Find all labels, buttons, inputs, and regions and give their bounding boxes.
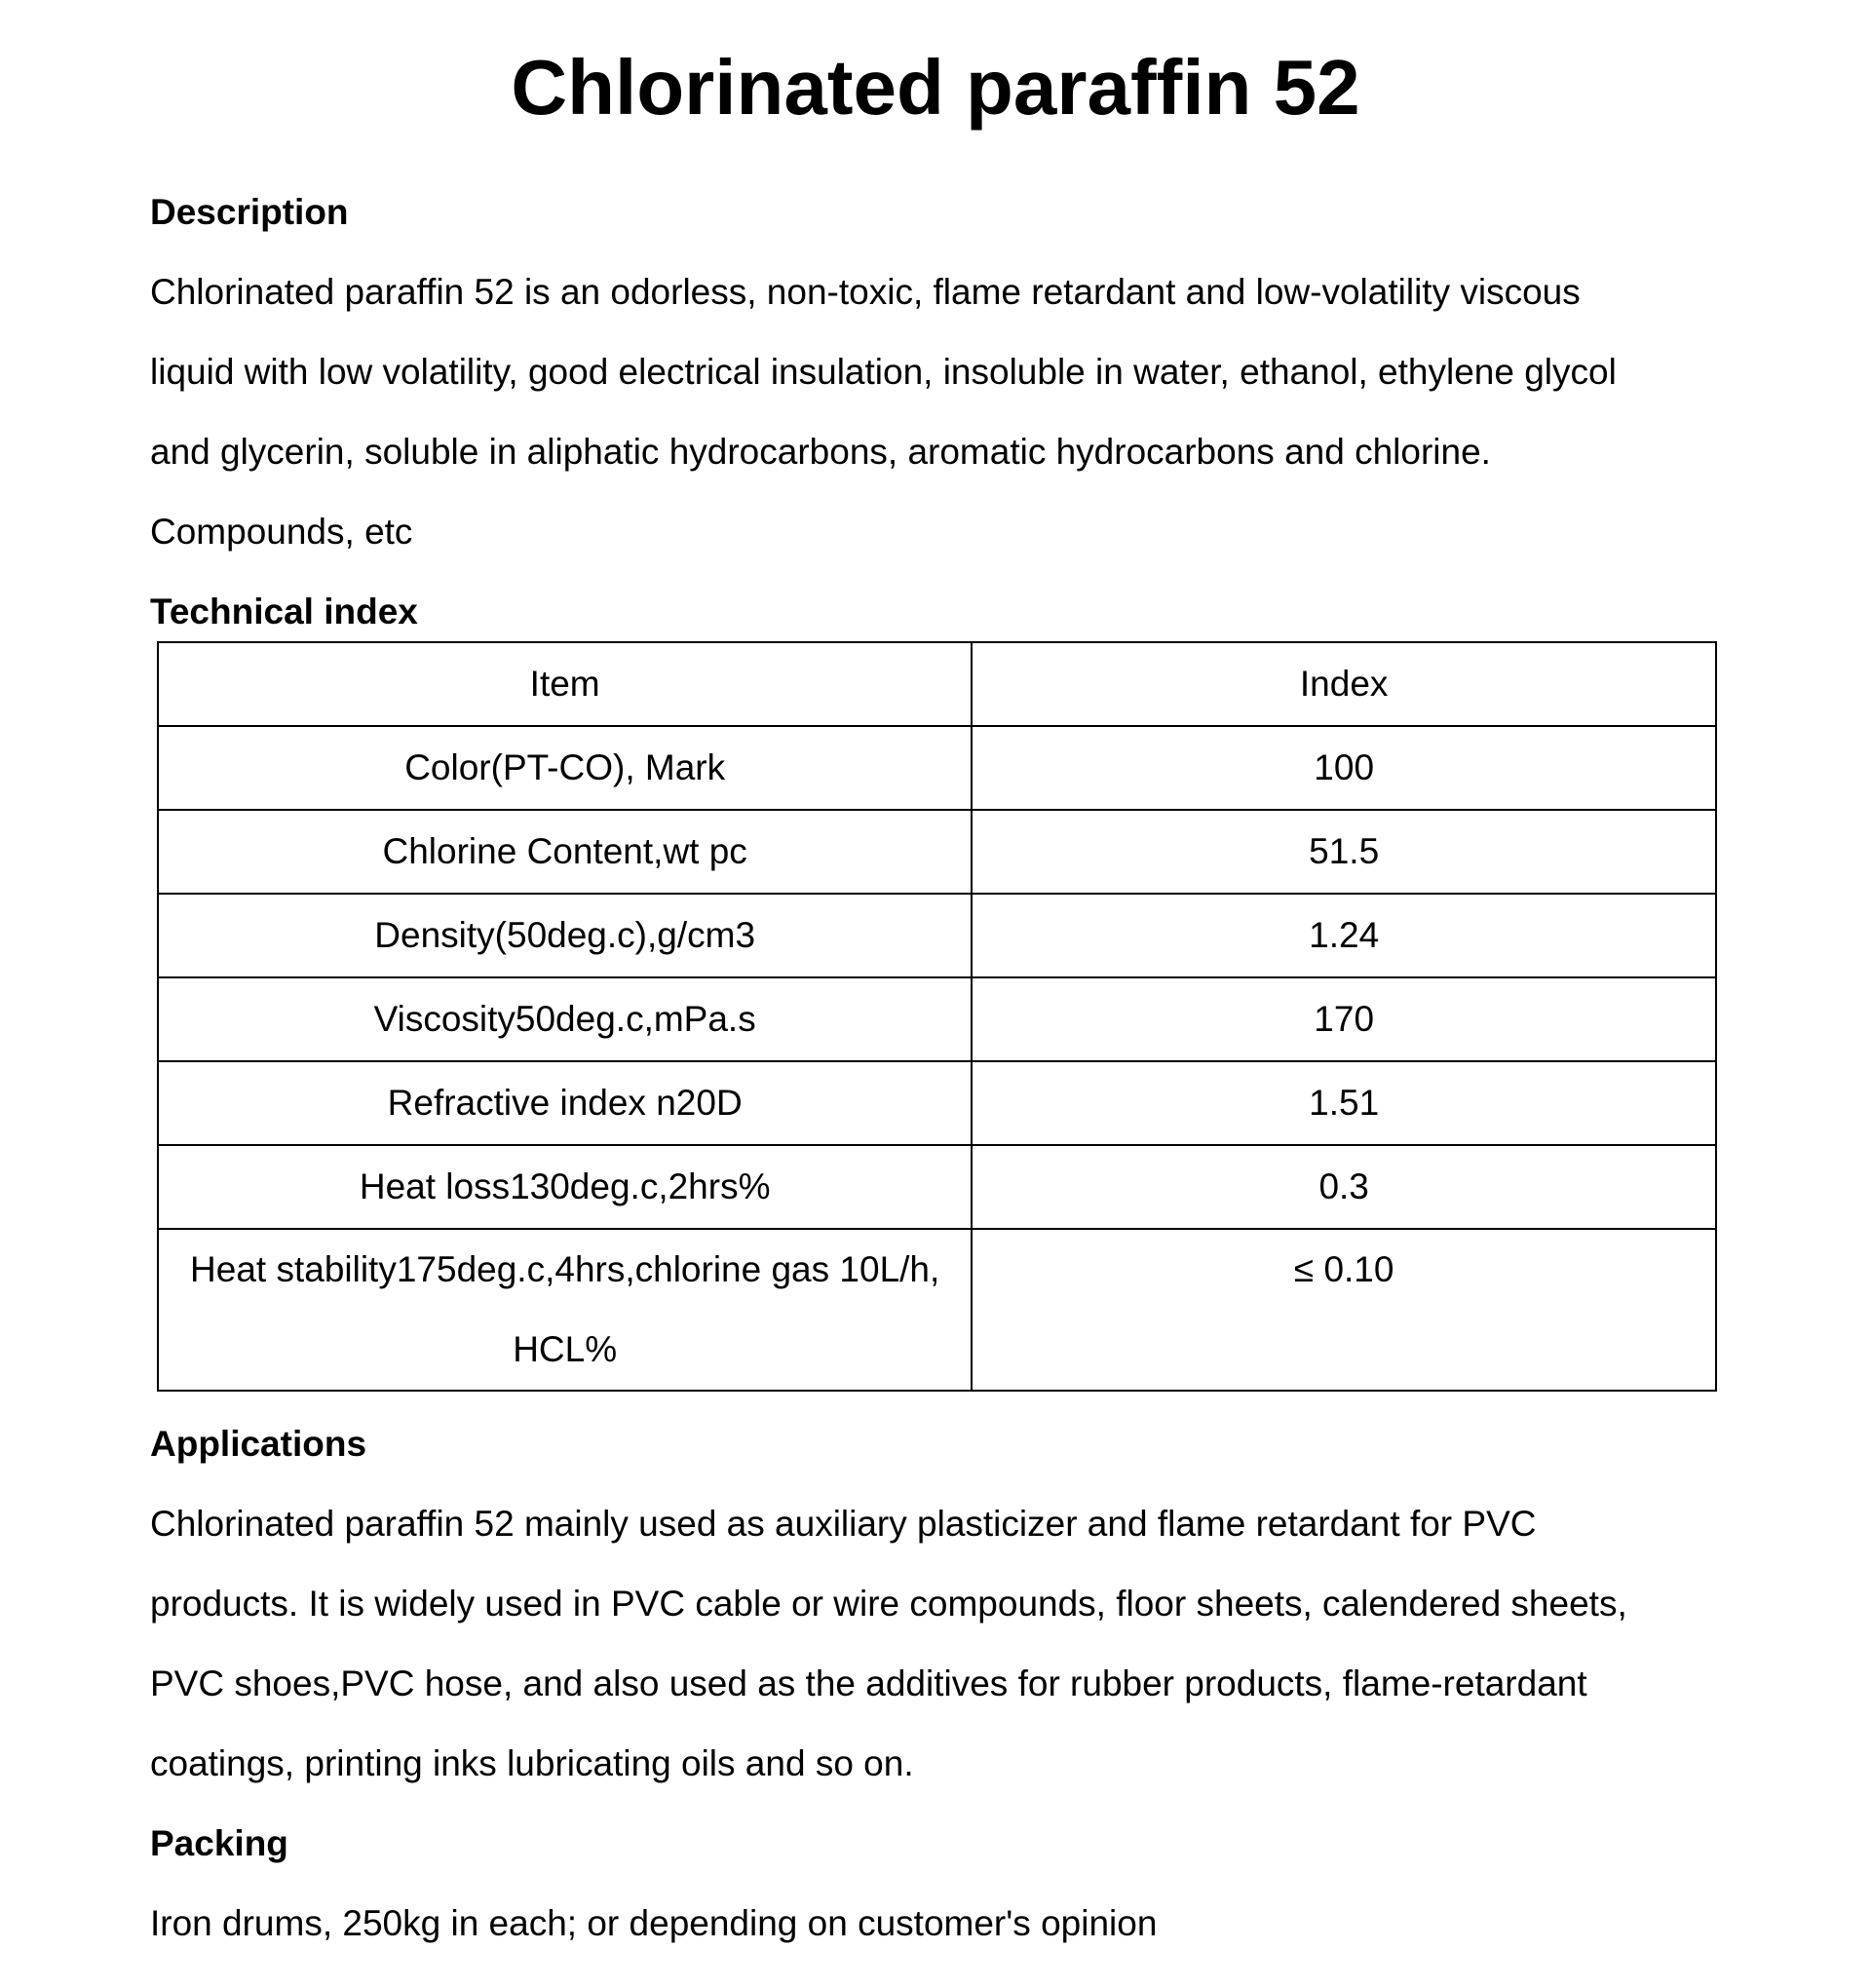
- index-cell-value: ≤ 0.10: [1293, 1249, 1394, 1289]
- applications-heading: Applications: [150, 1424, 367, 1464]
- item-cell: Color(PT-CO), Mark: [158, 726, 972, 810]
- applications-line: coatings, printing inks lubricating oils and so on.: [150, 1743, 914, 1783]
- description-line: Chlorinated paraffin 52 is an odorless, non-toxic, flame retardant and low-volatility viscous: [150, 272, 1581, 312]
- item-cell-line: Heat stability175deg.c,4hrs,chlorine gas 10L/h,: [190, 1249, 940, 1289]
- table-row: [158, 726, 1716, 810]
- description-line: liquid with low volatility, good electrical insulation, insoluble in water, ethanol, ethylene glycol: [150, 352, 1617, 392]
- applications-line: Chlorinated paraffin 52 mainly used as auxiliary plasticizer and flame retardant for PVC: [150, 1504, 1537, 1544]
- item-cell: Chlorine Content,wt pc: [158, 810, 972, 894]
- item-cell-line: HCL%: [513, 1329, 618, 1369]
- table-row: [158, 1061, 1716, 1145]
- table-row: [158, 810, 1716, 894]
- table-row: [158, 1145, 1716, 1229]
- technical-index-heading: Technical index: [150, 592, 418, 631]
- table-row: [158, 977, 1716, 1061]
- description-heading: Description: [150, 192, 349, 232]
- table-row: [158, 894, 1716, 977]
- index-cell: 1.24: [972, 894, 1716, 977]
- index-cell: 170: [972, 977, 1716, 1061]
- index-cell: 51.5: [972, 810, 1716, 894]
- page-title: Chlorinated paraffin 52: [511, 44, 1360, 131]
- column-header-index: Index: [972, 642, 1716, 726]
- item-cell: Density(50deg.c),g/cm3: [158, 894, 972, 977]
- index-cell: 1.51: [972, 1061, 1716, 1145]
- packing-line: Iron drums, 250kg in each; or depending on customer's opinion: [150, 1903, 1158, 1943]
- index-cell: [972, 1229, 1716, 1391]
- description-line: and glycerin, soluble in aliphatic hydrocarbons, aromatic hydrocarbons and chlorine.: [150, 432, 1491, 472]
- index-cell: 100: [972, 726, 1716, 810]
- item-cell: Heat loss130deg.c,2hrs%: [158, 1145, 972, 1229]
- applications-line: PVC shoes,PVC hose, and also used as the additives for rubber products, flame-retardant: [150, 1663, 1587, 1703]
- item-cell: Viscosity50deg.c,mPa.s: [158, 977, 972, 1061]
- column-header-item: Item: [158, 642, 972, 726]
- technical-index-table: [157, 641, 1717, 1392]
- index-cell: 0.3: [972, 1145, 1716, 1229]
- item-cell: [158, 1229, 972, 1391]
- packing-heading: Packing: [150, 1823, 288, 1863]
- table-header-row: [158, 642, 1716, 726]
- item-cell: Refractive index n20D: [158, 1061, 972, 1145]
- description-line: Compounds, etc: [150, 512, 413, 552]
- table-row: [158, 1229, 1716, 1391]
- applications-line: products. It is widely used in PVC cable or wire compounds, floor sheets, calendered sheets,: [150, 1584, 1627, 1624]
